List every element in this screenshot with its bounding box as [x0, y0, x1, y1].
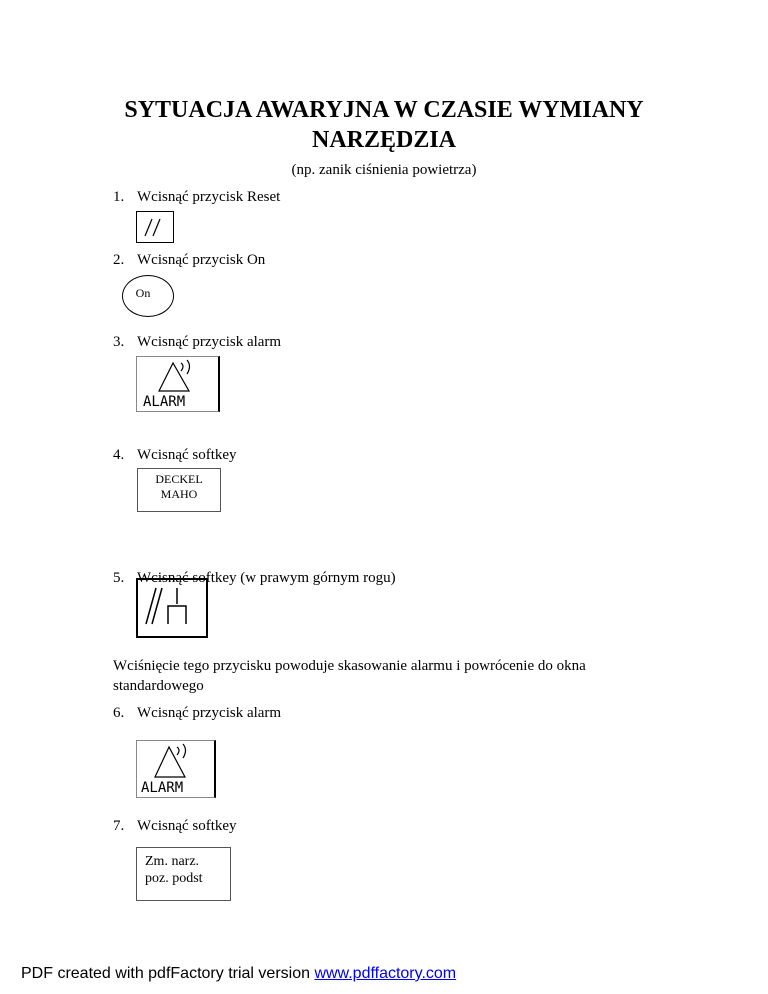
step-text: Wcisnąć softkey (w prawym górnym rogu)	[137, 570, 396, 586]
on-button[interactable]	[122, 275, 174, 317]
tool-label-line1: Zm. narz.	[145, 854, 200, 869]
footer-link[interactable]: www.pdffactory.com	[314, 965, 457, 982]
reset-button[interactable]	[136, 211, 174, 243]
deckel-label-line1: DECKEL	[155, 472, 203, 486]
note-line1: Wciśnięcie tego przycisku powoduje skasowanie alarmu i powrócenie do okna	[113, 658, 586, 674]
step-text: Wcisnąć przycisk On	[137, 252, 266, 268]
step-text: Wcisnąć softkey	[137, 818, 237, 834]
tool-label-line2: poz. podst	[145, 871, 203, 886]
alarm-button-2[interactable]	[136, 740, 216, 798]
deckel-label-line2: MAHO	[160, 487, 198, 501]
footer-text: PDF created with pdfFactory trial version	[21, 965, 315, 982]
step-number: 5.	[113, 570, 125, 586]
step-3	[113, 334, 281, 351]
step-2	[113, 252, 265, 269]
reset-icon	[137, 212, 173, 242]
step-number: 2.	[113, 252, 125, 268]
reset-alarm-icon	[138, 580, 206, 636]
step-number: 7.	[113, 818, 125, 834]
deckel-maho-softkey[interactable]	[137, 468, 221, 512]
note-text	[113, 656, 693, 696]
alarm-button[interactable]	[136, 356, 220, 412]
alarm-label: ALARM	[143, 394, 186, 409]
alarm-icon	[137, 741, 213, 795]
step-text: Wcisnąć przycisk alarm	[137, 334, 282, 350]
document-title-line1: SYTUACJA AWARYJNA W CZASIE WYMIANY	[124, 97, 644, 123]
step-6	[113, 705, 281, 722]
step-text: Wcisnąć softkey	[137, 447, 237, 463]
reset-alarm-softkey[interactable]	[136, 578, 208, 638]
step-text: Wcisnąć przycisk Reset	[137, 189, 281, 205]
step-4	[113, 447, 237, 464]
on-button-label: On	[135, 286, 151, 300]
step-number: 3.	[113, 334, 125, 350]
step-7	[113, 818, 237, 835]
alarm-label: ALARM	[141, 780, 184, 795]
pdf-footer	[21, 965, 456, 983]
step-1	[113, 189, 280, 206]
step-number: 4.	[113, 447, 125, 463]
note-line2: standardowego	[113, 678, 204, 694]
tool-change-softkey[interactable]	[136, 847, 231, 901]
document-subtitle: (np. zanik ciśnienia powietrza)	[291, 162, 477, 178]
step-text: Wcisnąć przycisk alarm	[137, 705, 282, 721]
alarm-icon	[137, 357, 217, 409]
step-number: 1.	[113, 189, 125, 205]
document-title-line2: NARZĘDZIA	[311, 127, 457, 153]
step-number: 6.	[113, 705, 125, 721]
